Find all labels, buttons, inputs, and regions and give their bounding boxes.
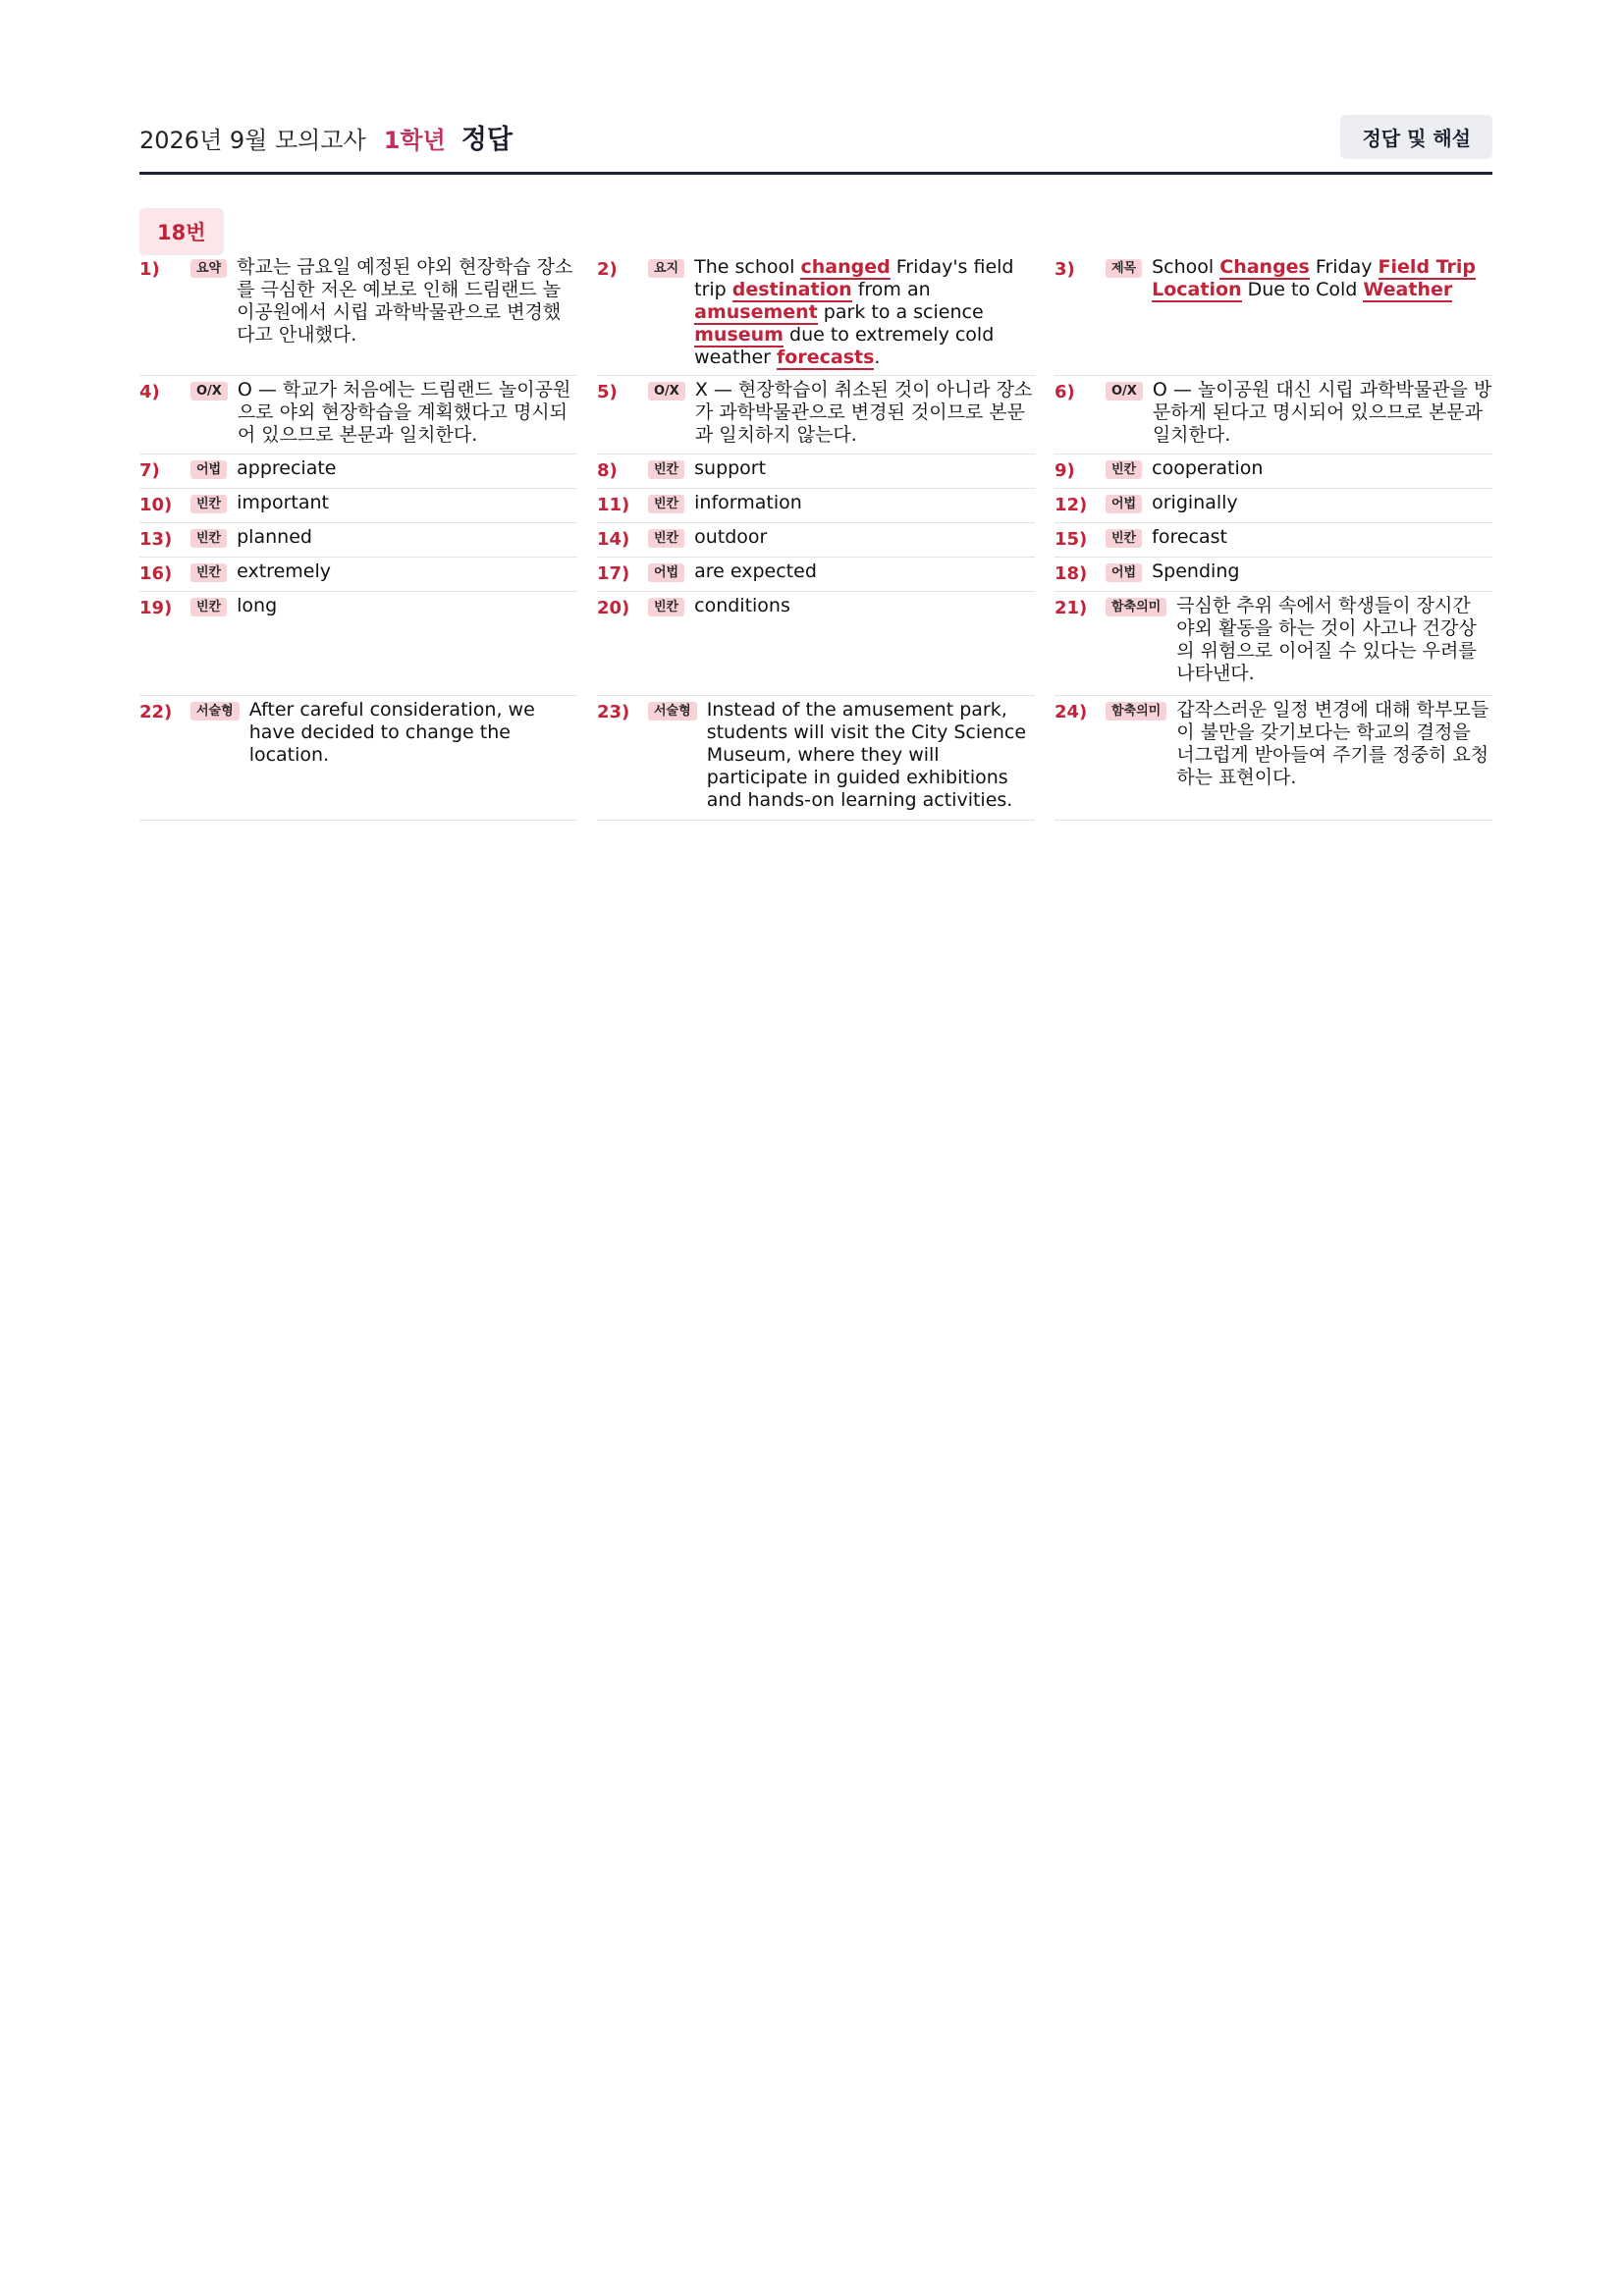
answer-type-tag: 요약 xyxy=(190,259,227,278)
answer-number: 18) xyxy=(1055,563,1088,584)
answer-number: 8) xyxy=(597,460,618,481)
answer-item xyxy=(597,523,1035,558)
answer-number: 23) xyxy=(597,702,630,722)
answer-type-tag: 서술형 xyxy=(648,702,697,721)
answer-type-tag: 어법 xyxy=(190,460,227,479)
answer-item xyxy=(597,696,1035,821)
answer-text: important xyxy=(237,492,329,513)
answer-text: X — 현장학습이 취소된 것이 아니라 장소가 과학박물관으로 변경된 것이므로 본문과 일치하지 않는다. xyxy=(694,379,1033,446)
answer-item xyxy=(597,592,1035,696)
answer-text: conditions xyxy=(694,595,790,616)
answer-text: 갑작스러운 일정 변경에 대해 학부모들이 불만을 갖기보다는 학교의 결정을 너그럽게 받아들여 주기를 정중히 요청하는 표현이다. xyxy=(1176,699,1489,788)
answer-item xyxy=(139,523,577,558)
answer-text-part: Friday xyxy=(1309,256,1379,278)
grade-label: 1학년 xyxy=(383,126,446,154)
answer-number: 24) xyxy=(1055,702,1088,722)
answer-text-part: . xyxy=(874,347,881,368)
answer-text-part: park to a science xyxy=(817,301,984,323)
question-number-badge: 18번 xyxy=(139,208,224,255)
answer-number: 21) xyxy=(1055,598,1088,618)
keyword-highlight: amusement xyxy=(694,301,818,323)
answer-text-part: Due to Cold xyxy=(1241,279,1364,300)
answer-number: 2) xyxy=(597,259,618,280)
answer-type-tag: 요지 xyxy=(648,259,684,278)
answer-text-part: from an xyxy=(851,279,931,300)
answer-type-tag: 빈칸 xyxy=(190,495,227,513)
answer-text xyxy=(1152,256,1492,301)
answer-type-tag: O/X xyxy=(190,382,228,400)
answer-text-part: School xyxy=(1152,256,1220,278)
answer-type-tag: 어법 xyxy=(1106,563,1142,582)
answer-text: appreciate xyxy=(237,457,337,479)
answer-type-tag: 어법 xyxy=(1106,495,1142,513)
answer-type-tag: O/X xyxy=(1106,382,1143,400)
answer-text: forecast xyxy=(1152,526,1227,548)
keyword-highlight: forecasts xyxy=(777,347,875,368)
answer-item xyxy=(139,376,577,454)
answer-text: long xyxy=(237,595,278,616)
answer-key-badge: 정답 및 해설 xyxy=(1340,115,1492,159)
answer-text: information xyxy=(694,492,802,513)
answer-type-tag: 빈칸 xyxy=(648,598,684,616)
answer-text-part: Friday's field trip xyxy=(694,256,1014,300)
answer-type-tag: 빈칸 xyxy=(1106,529,1142,548)
answer-number: 4) xyxy=(139,382,160,402)
answer-type-tag: 제목 xyxy=(1106,259,1142,278)
page-header xyxy=(139,116,1492,157)
page-title: 정답 xyxy=(460,124,513,155)
answer-number: 22) xyxy=(139,702,173,722)
answer-item xyxy=(139,253,577,376)
keyword-highlight: destination xyxy=(731,279,852,300)
answer-type-tag: 함축의미 xyxy=(1106,702,1166,721)
answer-text: support xyxy=(694,457,767,479)
answer-item xyxy=(139,558,577,592)
answer-item xyxy=(597,489,1035,523)
answer-item xyxy=(139,454,577,489)
answer-type-tag: 빈칸 xyxy=(190,563,227,582)
answer-item xyxy=(597,454,1035,489)
answer-item xyxy=(1055,523,1492,558)
answer-item xyxy=(1055,454,1492,489)
answer-type-tag: 함축의미 xyxy=(1106,598,1166,616)
answer-number: 7) xyxy=(139,460,160,481)
answer-grid xyxy=(139,253,1492,821)
answer-item xyxy=(1055,253,1492,376)
answer-text: After careful consideration, we have decided to change the location. xyxy=(248,699,535,766)
answer-item xyxy=(1055,376,1492,454)
answer-number: 20) xyxy=(597,598,630,618)
answer-type-tag: 어법 xyxy=(648,563,684,582)
exam-title: 2026년 9월 모의고사 xyxy=(139,126,366,154)
answer-text: O — 놀이공원 대신 시립 과학박물관을 방문하게 된다고 명시되어 있으므로 본문과 일치한다. xyxy=(1152,379,1492,446)
answer-item xyxy=(597,253,1035,376)
answer-item xyxy=(1055,489,1492,523)
answer-number: 10) xyxy=(139,495,173,515)
answer-text: Instead of the amusement park, students will visit the City Science Museum, where they will participate in guided exhibitions and hands-on learning activities. xyxy=(706,699,1027,811)
answer-item xyxy=(597,558,1035,592)
answer-item xyxy=(139,696,577,821)
answer-text-part: due to extremely cold weather xyxy=(694,324,995,368)
answer-number: 6) xyxy=(1055,382,1075,402)
keyword-highlight: Changes xyxy=(1219,256,1310,278)
answer-number: 13) xyxy=(139,529,173,550)
answer-item xyxy=(139,592,577,696)
answer-type-tag: 빈칸 xyxy=(648,529,684,548)
keyword-highlight: museum xyxy=(694,324,784,346)
answer-text xyxy=(694,256,1035,369)
answer-number: 5) xyxy=(597,382,618,402)
answer-text: Spending xyxy=(1152,561,1240,582)
answer-text: originally xyxy=(1152,492,1238,513)
answer-text-part: The school xyxy=(694,256,801,278)
answer-number: 14) xyxy=(597,529,630,550)
answer-number: 3) xyxy=(1055,259,1075,280)
answer-type-tag: 서술형 xyxy=(190,702,240,721)
answer-number: 11) xyxy=(597,495,630,515)
answer-type-tag: O/X xyxy=(648,382,685,400)
answer-item xyxy=(597,376,1035,454)
answer-item xyxy=(139,489,577,523)
answer-number: 19) xyxy=(139,598,173,618)
answer-number: 17) xyxy=(597,563,630,584)
answer-type-tag: 빈칸 xyxy=(648,495,684,513)
answer-item xyxy=(1055,696,1492,821)
answer-text: extremely xyxy=(237,561,331,582)
keyword-highlight: Weather xyxy=(1363,279,1453,300)
answer-number: 12) xyxy=(1055,495,1088,515)
answer-number: 9) xyxy=(1055,460,1075,481)
answer-text: planned xyxy=(237,526,312,548)
answer-text: 학교는 금요일 예정된 야외 현장학습 장소를 극심한 저온 예보로 인해 드림랜드 놀이공원에서 시립 과학박물관으로 변경했다고 안내했다. xyxy=(237,256,573,346)
answer-type-tag: 빈칸 xyxy=(190,598,227,616)
answer-number: 16) xyxy=(139,563,173,584)
keyword-highlight: changed xyxy=(800,256,891,278)
answer-text: 극심한 추위 속에서 학생들이 장시간 야외 활동을 하는 것이 사고나 건강상의 위험으로 이어질 수 있다는 우려를 나타낸다. xyxy=(1176,595,1477,684)
answer-text: are expected xyxy=(694,561,817,582)
answer-text: cooperation xyxy=(1152,457,1264,479)
answer-item xyxy=(1055,558,1492,592)
answer-item xyxy=(1055,592,1492,696)
answer-type-tag: 빈칸 xyxy=(1106,460,1142,479)
header-title-group xyxy=(139,118,513,156)
answer-text: outdoor xyxy=(694,526,768,548)
answer-type-tag: 빈칸 xyxy=(648,460,684,479)
answer-text: O — 학교가 처음에는 드림랜드 놀이공원으로 야외 현장학습을 계획했다고 명시되어 있으므로 본문과 일치한다. xyxy=(237,379,571,446)
answer-number: 1) xyxy=(139,259,160,280)
keyword-highlight: Field Trip Location xyxy=(1152,256,1477,300)
answer-number: 15) xyxy=(1055,529,1088,550)
header-divider xyxy=(139,172,1492,175)
answer-type-tag: 빈칸 xyxy=(190,529,227,548)
